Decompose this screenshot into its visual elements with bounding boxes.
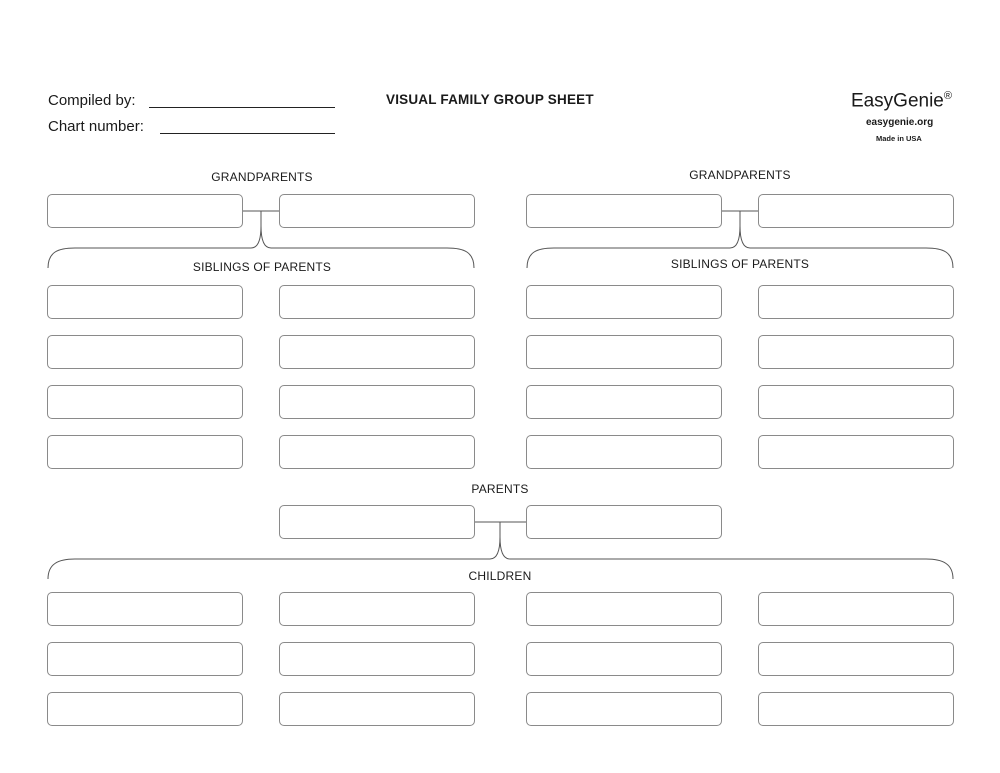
child-box[interactable] xyxy=(47,692,243,726)
registered-mark: ® xyxy=(943,90,952,102)
section-parents: PARENTS xyxy=(471,482,529,496)
sibling-box[interactable] xyxy=(758,435,954,469)
child-box[interactable] xyxy=(47,642,243,676)
section-siblings-right: SIBLINGS OF PARENTS xyxy=(670,257,810,271)
siblings-right-brace xyxy=(527,226,953,268)
sibling-box[interactable] xyxy=(279,435,475,469)
sibling-box[interactable] xyxy=(47,335,243,369)
brand-website: easygenie.org xyxy=(866,117,934,128)
sibling-box[interactable] xyxy=(526,435,722,469)
sibling-box[interactable] xyxy=(279,385,475,419)
child-box[interactable] xyxy=(47,592,243,626)
sibling-box[interactable] xyxy=(758,285,954,319)
child-box[interactable] xyxy=(526,692,722,726)
child-box[interactable] xyxy=(279,692,475,726)
brand-name: EasyGenie xyxy=(850,90,944,112)
child-box[interactable] xyxy=(758,692,954,726)
sibling-box[interactable] xyxy=(758,335,954,369)
sibling-box[interactable] xyxy=(526,335,722,369)
child-box[interactable] xyxy=(279,642,475,676)
sibling-box[interactable] xyxy=(758,385,954,419)
grandparent-box[interactable] xyxy=(279,194,475,228)
grandparent-box[interactable] xyxy=(47,194,243,228)
child-box[interactable] xyxy=(526,642,722,676)
parent-box[interactable] xyxy=(526,505,722,539)
compiled-by-label: Compiled by: xyxy=(48,92,136,109)
children-brace xyxy=(48,537,953,579)
sibling-box[interactable] xyxy=(526,385,722,419)
child-box[interactable] xyxy=(279,592,475,626)
child-box[interactable] xyxy=(758,592,954,626)
sibling-box[interactable] xyxy=(279,335,475,369)
grandparent-box[interactable] xyxy=(758,194,954,228)
parent-box[interactable] xyxy=(279,505,475,539)
chart-number-label: Chart number: xyxy=(48,118,144,135)
grandparent-box[interactable] xyxy=(526,194,722,228)
section-siblings-left: SIBLINGS OF PARENTS xyxy=(192,260,332,274)
child-box[interactable] xyxy=(526,592,722,626)
section-children: CHILDREN xyxy=(468,569,532,583)
sibling-box[interactable] xyxy=(47,285,243,319)
sibling-box[interactable] xyxy=(47,435,243,469)
child-box[interactable] xyxy=(758,642,954,676)
sibling-box[interactable] xyxy=(526,285,722,319)
section-grandparents-right: GRANDPARENTS xyxy=(689,168,791,182)
section-grandparents-left: GRANDPARENTS xyxy=(211,170,313,184)
sibling-box[interactable] xyxy=(47,385,243,419)
page-title: VISUAL FAMILY GROUP SHEET xyxy=(386,92,594,107)
siblings-left-brace xyxy=(48,226,474,268)
sibling-box[interactable] xyxy=(279,285,475,319)
made-in-label: Made in USA xyxy=(876,134,922,143)
